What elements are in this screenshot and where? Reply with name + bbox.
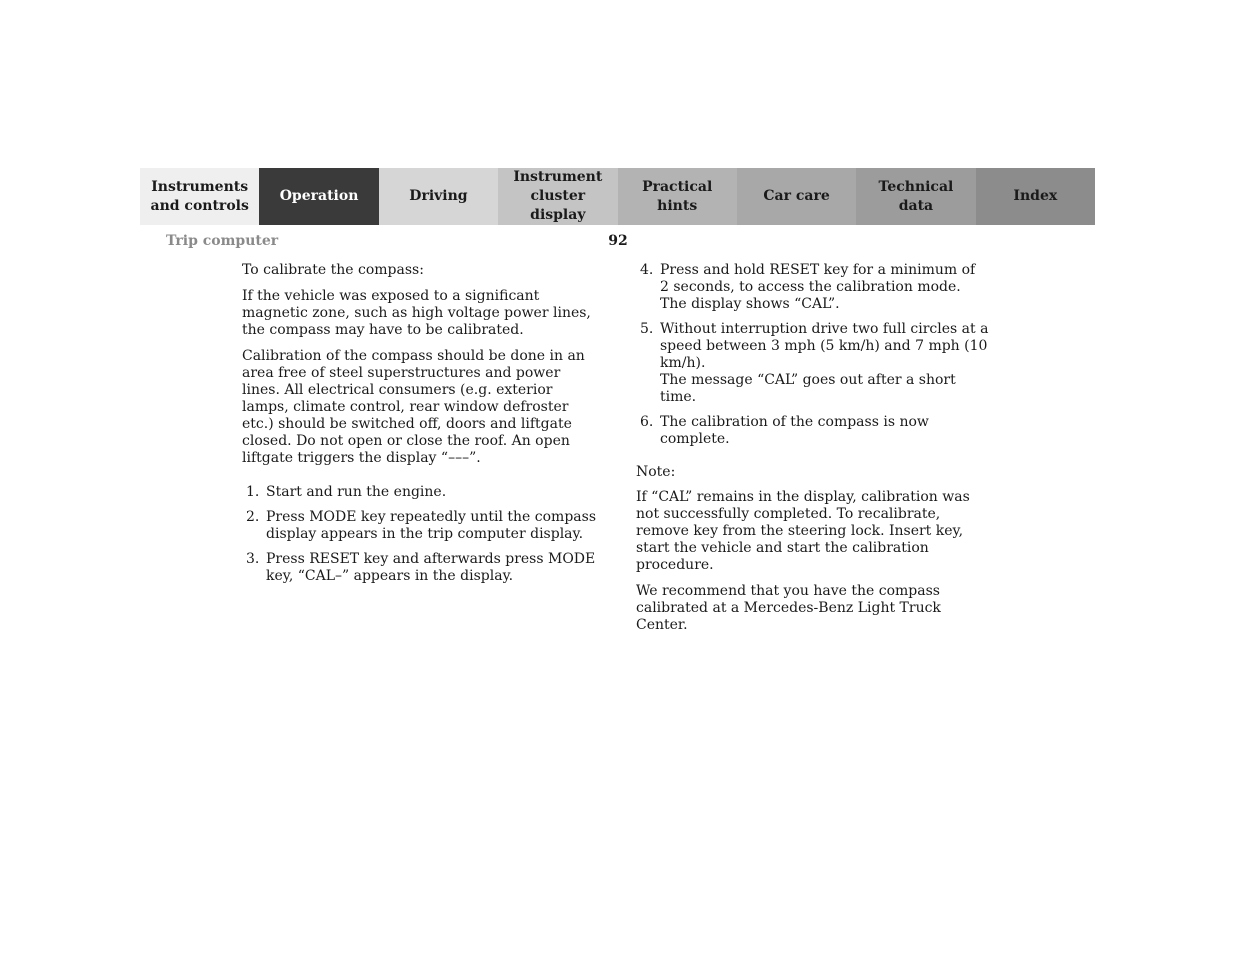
list-item [242, 484, 602, 501]
step-text: Without interruption drive two full circles at a speed between 3 mph (5 km/h) and 7 mph (10 km/h). The message “CAL” goes out after a short time. [660, 321, 989, 405]
tab-instruments-and-controls[interactable]: Instruments and controls [140, 168, 259, 225]
intro-text: To calibrate the compass: [242, 262, 424, 278]
note-label: Note: [636, 464, 676, 480]
tab-technical-data[interactable]: Technical data [856, 168, 975, 225]
tab-car-care[interactable]: Car care [737, 168, 856, 225]
chapter-tab-bar [140, 168, 1095, 225]
step-number: 1. [246, 484, 260, 500]
paragraph-calibration-conditions: Calibration of the compass should be done in an area free of steel superstructures and power lines. All electrical consumers (e.g. exterior lamps, climate control, rear window defroster etc.) should be switched off, doors and liftgate closed. Do not open or close the roof. An open liftgate triggers the display “–––”. [242, 348, 585, 466]
tab-instrument-cluster-display[interactable]: Instrument cluster display [498, 168, 617, 225]
list-item [242, 551, 602, 585]
step-number: 2. [246, 509, 260, 525]
step-number: 6. [640, 414, 654, 430]
step-text: Press RESET key and afterwards press MODE key, “CAL–” appears in the display. [266, 551, 596, 584]
steps-list-right [636, 262, 996, 448]
tab-index[interactable]: Index [976, 168, 1095, 225]
section-title: Trip computer [166, 233, 279, 249]
left-column [242, 262, 602, 593]
list-item [242, 509, 602, 543]
right-column [636, 262, 996, 643]
step-text: The calibration of the compass is now complete. [660, 414, 929, 447]
tab-practical-hints[interactable]: Practical hints [618, 168, 737, 225]
step-text: Press MODE key repeatedly until the compass display appears in the trip computer display. [266, 509, 596, 542]
step-number: 4. [640, 262, 654, 278]
note-paragraph-recommendation: We recommend that you have the compass calibrated at a Mercedes-Benz Light Truck Center. [636, 583, 941, 633]
list-item [636, 414, 996, 448]
step-text: Start and run the engine. [266, 484, 447, 500]
steps-list-left [242, 484, 602, 585]
step-number: 3. [246, 551, 260, 567]
tab-operation[interactable]: Operation [259, 168, 378, 225]
list-item [636, 262, 996, 313]
paragraph-magnetic-zone: If the vehicle was exposed to a significant magnetic zone, such as high voltage power lines, the compass may have to be calibrated. [242, 288, 591, 338]
note-paragraph-recalibrate: If “CAL” remains in the display, calibration was not successfully completed. To recalibrate, remove key from the steering lock. Insert key, start the vehicle and start the calibration procedure. [636, 489, 970, 573]
step-text: Press and hold RESET key for a minimum of 2 seconds, to access the calibration mode. The display shows “CAL”. [660, 262, 976, 312]
list-item [636, 321, 996, 406]
page-number: 92 [608, 233, 628, 249]
tab-driving[interactable]: Driving [379, 168, 498, 225]
step-number: 5. [640, 321, 654, 337]
